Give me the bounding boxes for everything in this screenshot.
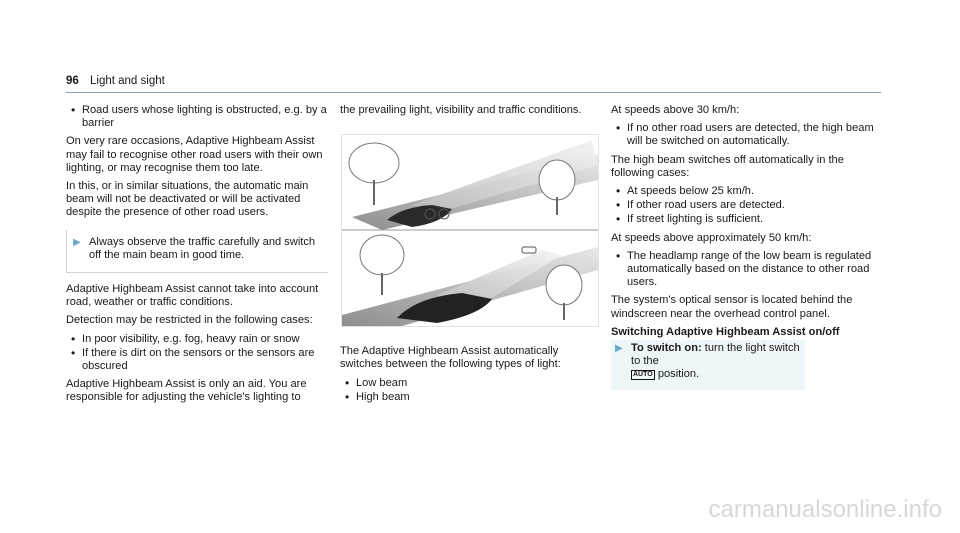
list-item: • If no other road users are detected, the high beam will be switched on automatically.: [611, 122, 879, 148]
paragraph: the prevailing light, visibility and traffic conditions.: [340, 104, 582, 116]
list-item: • If there is dirt on the sensors or the sensors are obscured: [66, 347, 328, 373]
arrow-right-icon: ▶: [73, 236, 81, 248]
section-title: Light and sight: [90, 75, 165, 87]
paragraph: Detection may be restricted in the following cases:: [66, 314, 313, 327]
paragraph: In this, or in similar situations, the automatic main beam will not be deactivated or will be activated despite the presence of other road users.: [66, 180, 309, 219]
watermark: carmanualsonline.info: [708, 496, 942, 523]
list-item: • Low beam: [340, 377, 598, 390]
list-item: • In poor visibility, e.g. fog, heavy rain or snow: [66, 333, 328, 346]
paragraph: On very rare occasions, Adaptive Highbeam Assist may fail to recognise other road users with their own lighting, or may recognise them too late.: [66, 135, 323, 174]
bullet-list: [340, 377, 598, 404]
list-item: • The headlamp range of the low beam is regulated automatically based on the distance to other road users.: [611, 250, 879, 290]
list-item: • If other road users are detected.: [611, 199, 879, 212]
note-text: Always observe the traffic carefully and switch off the main beam in good time.: [89, 235, 316, 261]
section-heading: Switching Adaptive Highbeam Assist on/off: [611, 325, 840, 338]
instruction-step: [611, 340, 805, 390]
step-end: position.: [657, 368, 700, 381]
step-instruction: turn the light switch to the: [631, 342, 800, 368]
bullet-list: [611, 250, 879, 290]
column-1: [66, 104, 328, 410]
bullet-list: [66, 104, 328, 130]
paragraph: At speeds above approximately 50 km/h:: [611, 231, 812, 244]
note-box: [66, 230, 328, 273]
list-item: • At speeds below 25 km/h.: [611, 185, 879, 198]
list-item: • If street lighting is sufficient.: [611, 213, 879, 226]
paragraph: Adaptive Highbeam Assist cannot take into account road, weather or traffic conditions.: [66, 283, 319, 309]
bullet-list: [611, 185, 879, 227]
paragraph: The Adaptive Highbeam Assist automatically switches between the following types of light:: [340, 345, 561, 371]
bullet-list: [66, 333, 328, 374]
paragraph: The system's optical sensor is located behind the windscreen near the overhead control panel.: [611, 294, 853, 320]
arrow-right-icon: ▶: [615, 343, 623, 355]
paragraph: Adaptive Highbeam Assist is only an aid. You are responsible for adjusting the vehicle's lighting to: [66, 378, 307, 404]
list-item: • High beam: [340, 391, 598, 404]
column-3: [611, 104, 879, 390]
bullet-list: [611, 122, 879, 148]
auto-switch-icon: AUTO: [633, 371, 653, 379]
paragraph: The high beam switches off automatically in the following cases:: [611, 153, 844, 179]
header-rule: [66, 92, 881, 93]
column-2: [340, 104, 598, 409]
step-label: To switch on:: [631, 342, 702, 355]
paragraph: At speeds above 30 km/h:: [611, 104, 740, 116]
page-number: 96: [66, 75, 79, 87]
highbeam-illustration: [341, 134, 599, 327]
step-text: [631, 342, 801, 382]
page-header: [66, 75, 165, 87]
list-item: • Road users whose lighting is obstructed, e.g. by a barrier: [66, 104, 328, 130]
